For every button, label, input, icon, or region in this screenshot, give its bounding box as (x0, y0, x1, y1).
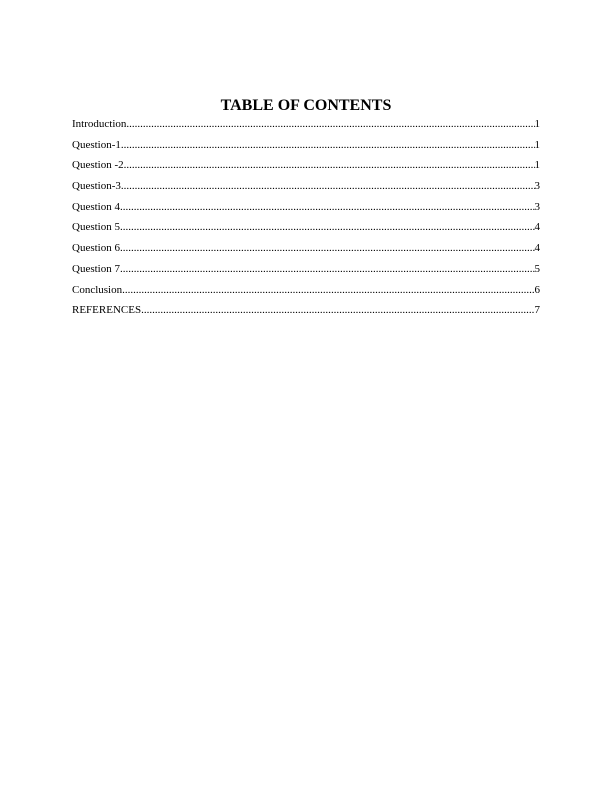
toc-entry-question-1[interactable] (72, 138, 540, 159)
dot-leader (124, 158, 535, 172)
dot-leader (126, 117, 534, 131)
toc-entry-label: Question 5 (72, 221, 120, 234)
toc-entry-label: Conclusion (72, 283, 123, 296)
table-of-contents (72, 117, 540, 324)
toc-entry-label: Question 6 (72, 242, 120, 255)
toc-entry-page-number: 6 (534, 283, 540, 296)
dot-leader (120, 262, 535, 276)
toc-entry-label: Question 4 (72, 200, 120, 213)
toc-entry-introduction[interactable] (72, 117, 540, 138)
toc-entry-references[interactable] (72, 303, 540, 324)
toc-entry-question-3[interactable] (72, 179, 540, 200)
toc-entry-page-number: 1 (534, 138, 540, 151)
toc-entry-page-number: 1 (534, 118, 540, 130)
toc-entry-question-2[interactable] (72, 158, 540, 179)
toc-entry-label: Question 7 (72, 262, 120, 275)
toc-entry-label: REFERENCES (72, 304, 142, 317)
dot-leader (120, 220, 535, 234)
toc-entry-page-number: 3 (534, 200, 540, 213)
dot-leader (120, 241, 535, 255)
toc-entry-page-number: 1 (534, 159, 540, 172)
toc-entry-page-number: 7 (534, 304, 540, 317)
dot-leader (121, 138, 535, 152)
toc-entry-question-4[interactable] (72, 200, 540, 221)
dot-leader (122, 283, 534, 297)
toc-title: TABLE OF CONTENTS (220, 97, 392, 114)
toc-entry-label: Question-1 (72, 138, 121, 151)
toc-entry-page-number: 4 (534, 242, 540, 255)
dot-leader (120, 200, 535, 214)
toc-entry-page-number: 5 (534, 262, 540, 275)
toc-entry-question-6[interactable] (72, 241, 540, 262)
toc-entry-question-5[interactable] (72, 220, 540, 241)
toc-entry-page-number: 4 (534, 221, 540, 234)
dot-leader (141, 303, 534, 317)
toc-entry-question-7[interactable] (72, 262, 540, 283)
dot-leader (121, 179, 535, 193)
toc-entry-conclusion[interactable] (72, 283, 540, 304)
toc-entry-label: Introduction (72, 118, 127, 130)
toc-entry-label: Question-3 (72, 180, 121, 193)
toc-entry-label: Question -2 (72, 159, 124, 172)
toc-entry-page-number: 3 (534, 180, 540, 193)
